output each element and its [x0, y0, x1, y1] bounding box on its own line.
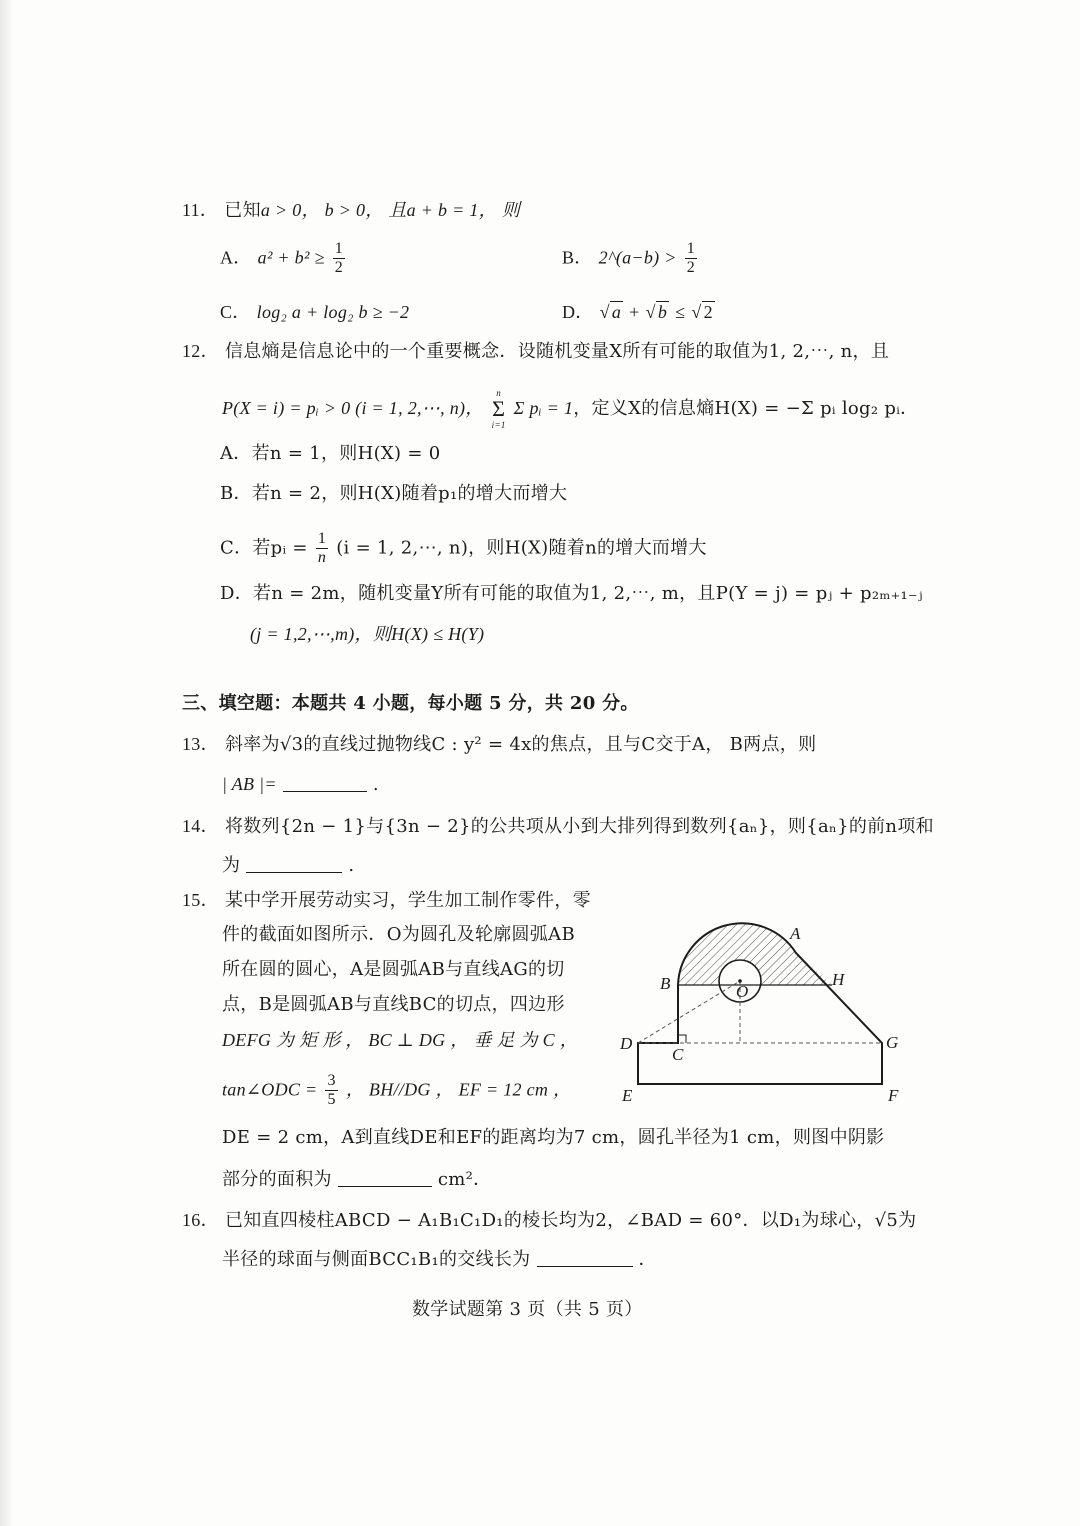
right-angle-mark — [678, 1035, 686, 1043]
q12-definition-line: P(X = i) = pᵢ > 0 (i = 1, 2,⋯, n)， n Σ i=1 Σ pᵢ = 1，定义X的信息熵H(X) = −Σ pᵢ log₂ pᵢ． — [222, 388, 919, 430]
q12-option-a: A．若n = 1，则H(X) = 0 — [220, 443, 441, 464]
q11-option-b-fraction: $\frac{1}{2}$ — [686, 240, 696, 276]
q13-answer-blank[interactable] — [283, 773, 367, 792]
q14-answer-blank[interactable] — [246, 854, 342, 873]
label-e: E — [622, 1086, 633, 1105]
line-od — [638, 981, 740, 1043]
q15-answer-blank[interactable] — [338, 1168, 432, 1187]
q12-stem: 12． 信息熵是信息论中的一个重要概念．设随机变量X所有可能的取值为1, 2,⋯, n，且 — [182, 341, 890, 362]
scan-edge-shadow — [0, 0, 14, 1526]
q11-option-a: A． a² + b² ≥ $\frac{1}{2}$ — [220, 240, 344, 276]
label-d: D — [620, 1034, 633, 1053]
q15-line8: 部分的面积为 cm²． — [222, 1169, 492, 1190]
q11-option-a-fraction: $\frac{1}{2}$ — [334, 240, 344, 276]
q16-line1: 16． 已知直四棱柱ABCD − A₁B₁C₁D₁的棱长均为2，∠BAD = 60°．以D₁为球心，√5为 — [182, 1210, 917, 1231]
q13-line2: | AB |= . — [222, 774, 379, 795]
q11-option-d: D． √ a + √ b ≤ √ 2 — [562, 302, 713, 322]
label-f: F — [888, 1086, 899, 1105]
q13-line1: 13． 斜率为√3的直线过抛物线C : y² = 4x的焦点，且与C交于A， B两点，则 — [182, 734, 817, 755]
q15-line4: 点，B是圆弧AB与直线BC的切点，四边形 — [222, 994, 565, 1015]
label-a: A — [790, 924, 801, 943]
label-c: C — [672, 1045, 684, 1064]
q16-answer-blank[interactable] — [537, 1248, 633, 1267]
q12-option-b: B．若n = 2，则H(X)随着p₁的增大而增大 — [220, 483, 568, 504]
label-o: O — [736, 982, 749, 1001]
q15-line5: DEFG 为 矩 形 ， BC ⊥ DG ， 垂 足 为 C ， — [222, 1030, 579, 1050]
summation-symbol: n Σ i=1 — [491, 388, 506, 430]
q11-option-c: C． log₂ a + log₂ b ≥ −2 — [220, 302, 410, 322]
q15-part-cross-section-figure — [610, 915, 910, 1110]
q11-stem: 11． 已知a > 0， b > 0， 且a + b = 1， 则 — [182, 200, 521, 221]
q11-option-b: B． 2^(a−b) > $\frac{1}{2}$ — [562, 240, 696, 276]
label-h: H — [832, 970, 845, 989]
q15-line1: 15． 某中学开展劳动实习，学生加工制作零件，零 — [182, 890, 591, 911]
page-footer: 数学试题第 3 页（共 5 页） — [412, 1299, 643, 1320]
q15-line7: DE = 2 cm，A到直线DE和EF的距离均为7 cm，圆孔半径为1 cm，则图中阴影 — [222, 1127, 885, 1148]
q14-line1: 14． 将数列{2n − 1}与{3n − 2}的公共项从小到大排列得到数列{aₙ}，则{aₙ}的前n项和 — [182, 816, 934, 837]
q15-tan-fraction: $\frac{3}{5}$ — [327, 1072, 336, 1108]
q15-line3: 所在圆的圆心，A是圆弧AB与直线AG的切 — [222, 959, 565, 980]
q12-option-c: C．若pᵢ = $\frac{1}{n}$ (i = 1, 2,⋯, n)，则H(X)随着n的增大而增大 — [220, 530, 707, 566]
q16-line2: 半径的球面与侧面BCC₁B₁的交线长为 ． — [222, 1249, 657, 1270]
q12-option-d-line2: (j = 1,2,⋯,m)，则H(X) ≤ H(Y) — [250, 624, 485, 644]
q15-line2: 件的截面如图所示．O为圆孔及轮廓圆弧AB — [222, 924, 575, 945]
label-b: B — [660, 974, 671, 993]
q12-option-d-line1: D．若n = 2m，随机变量Y所有可能的取值为1, 2,⋯, m，且P(Y = j) = pⱼ + p₂ₘ₊₁₋ⱼ — [220, 583, 923, 604]
label-g: G — [886, 1033, 899, 1052]
q15-line6: tan∠ODC = $\frac{3}{5}$ ， BH//DG ， EF = 12 cm ， — [222, 1072, 572, 1108]
section-3-heading: 三、填空题：本题共 4 小题，每小题 5 分，共 20 分。 — [182, 693, 639, 714]
q14-line2: 为 . — [222, 855, 355, 876]
q12-option-c-fraction: $\frac{1}{n}$ — [317, 530, 327, 566]
